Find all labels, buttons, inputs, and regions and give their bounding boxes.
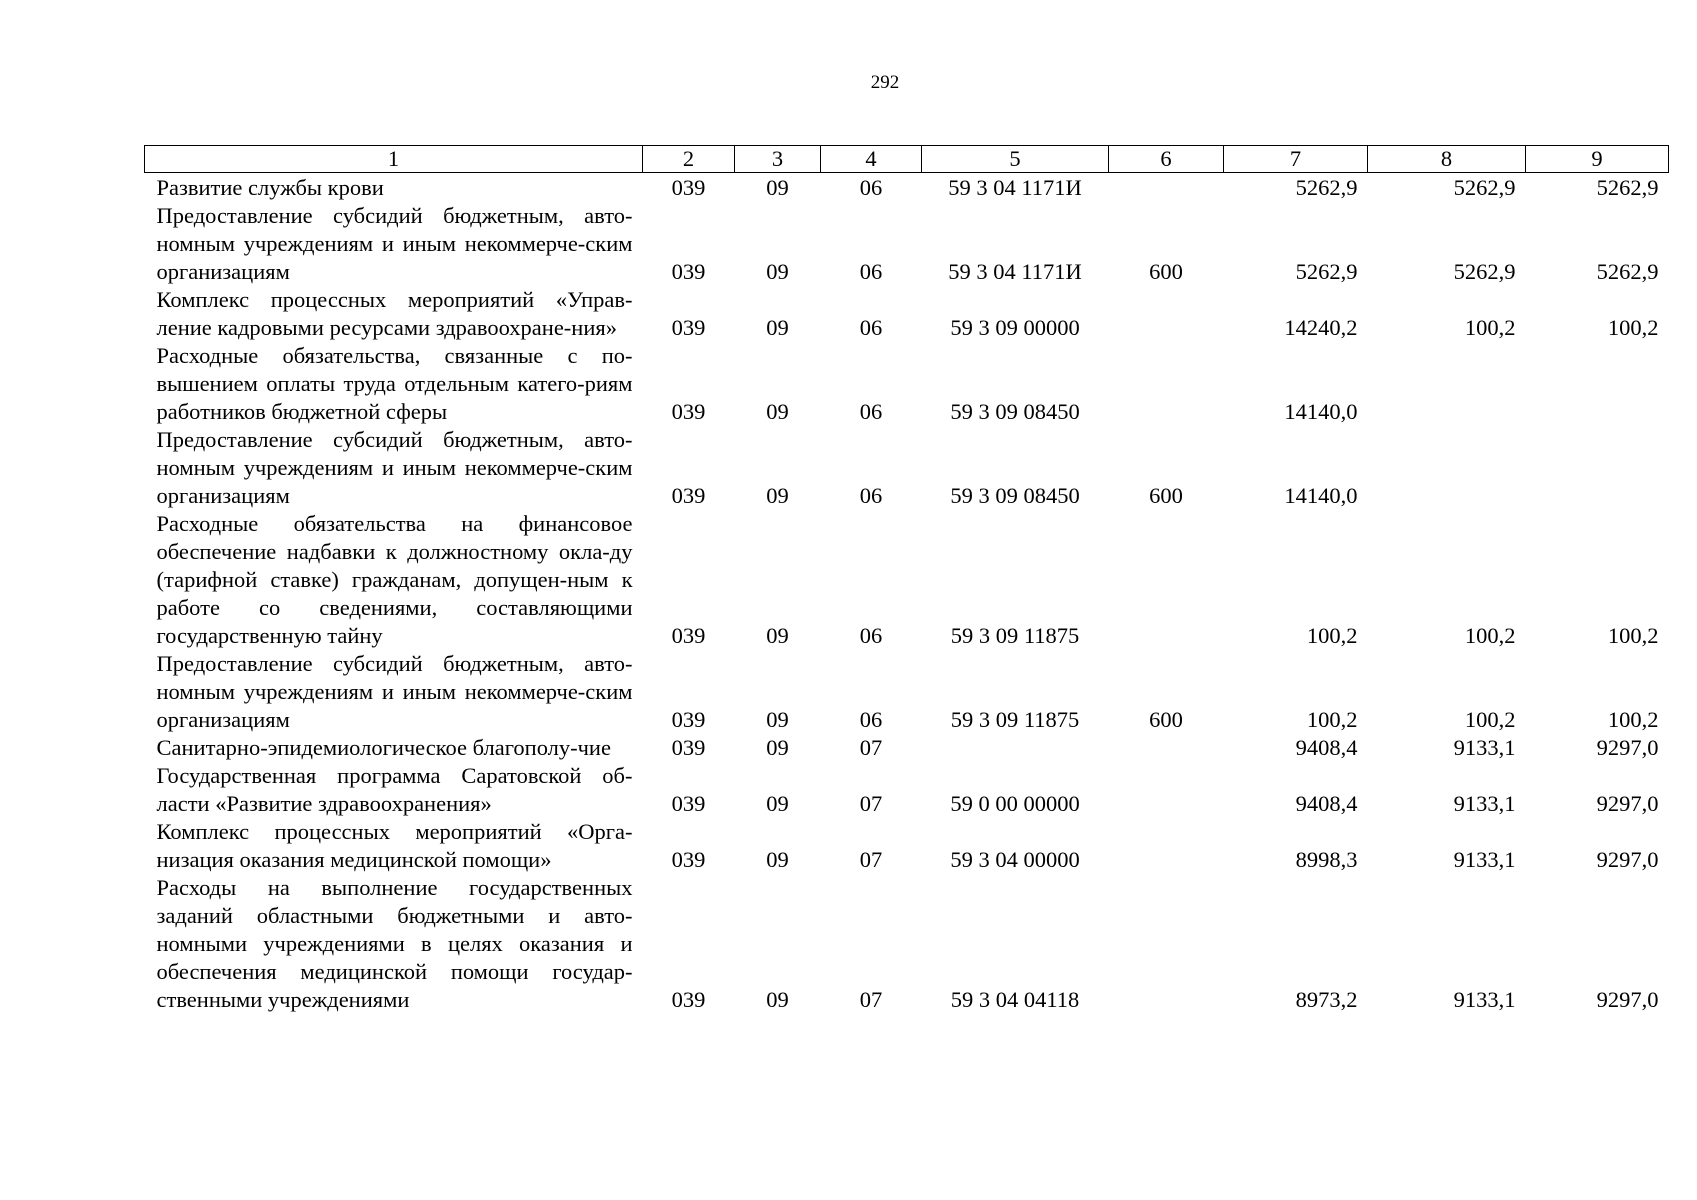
cell-amount-year2: 5262,9 [1453,175,1516,200]
cell-expense-type [1109,286,1224,342]
header-col-4: 4 [821,146,922,173]
cell-ministry-code: 039 [671,735,706,760]
cell-section: 09 [766,987,789,1012]
cell-subsection: 06 [859,623,883,648]
header-col-5: 5 [922,146,1109,173]
row-description: Комплекс процессных мероприятий «Орга-низация оказания медицинской помощи» [156,819,633,872]
cell-amount-year3: 100,2 [1607,707,1659,732]
cell-expense-type [1109,874,1224,1014]
row-description: Расходные обязательства, связанные с по-вышением оплаты труда отдельным катего-риям работников бюджетной сферы [156,343,633,424]
table-row [145,818,1669,874]
row-description: Комплекс процессных мероприятий «Управ-ление кадровыми ресурсами здравоохране-ния» [156,287,633,340]
cell-expense-type [1109,734,1224,762]
page-number: 292 [870,72,900,93]
cell-amount-year1: 100,2 [1306,707,1358,732]
cell-subsection: 07 [859,791,883,816]
cell-expense-type: 600 [1149,259,1183,284]
row-description: Предоставление субсидий бюджетным, авто-номным учреждениям и иным некоммерче-ским организациям [156,203,633,284]
row-description: Предоставление субсидий бюджетным, авто-номным учреждениям и иным некоммерче-ским организациям [156,651,633,732]
row-description: Расходы на выполнение государственных заданий областными бюджетными и авто-номными учреждениями в целях оказания и обеспечения медицинской помощи государ-ственными учреждениями [156,875,633,1012]
cell-target-article: 59 3 09 11875 [950,623,1080,648]
table-row [145,342,1669,426]
row-description: Развитие службы крови [156,175,384,200]
cell-amount-year3: 100,2 [1607,623,1659,648]
cell-ministry-code: 039 [671,847,706,872]
table-row [145,762,1669,818]
cell-amount-year3: 5262,9 [1596,175,1659,200]
cell-ministry-code: 039 [671,623,706,648]
cell-subsection: 06 [859,707,883,732]
cell-section: 09 [766,707,789,732]
cell-subsection: 07 [859,847,883,872]
cell-amount-year3: 5262,9 [1596,259,1659,284]
cell-subsection: 07 [859,735,883,760]
cell-expense-type: 600 [1149,707,1183,732]
cell-amount-year1: 14140,0 [1284,399,1358,424]
cell-section: 09 [766,623,789,648]
cell-target-article: 59 3 04 04118 [950,987,1080,1012]
cell-target-article [922,734,1109,762]
cell-target-article: 59 3 04 1171И [948,259,1082,284]
cell-section: 09 [766,791,789,816]
cell-ministry-code: 039 [671,259,706,284]
cell-amount-year3 [1526,426,1669,510]
header-col-8: 8 [1368,146,1526,173]
cell-amount-year3: 9297,0 [1596,791,1659,816]
cell-ministry-code: 039 [671,175,706,200]
table-row [145,510,1669,650]
cell-ministry-code: 039 [671,987,706,1012]
table-row [145,202,1669,286]
cell-amount-year3: 100,2 [1607,315,1659,340]
header-col-3: 3 [735,146,821,173]
cell-expense-type [1109,818,1224,874]
row-description: Государственная программа Саратовской об-ласти «Развитие здравоохранения» [156,763,633,816]
cell-subsection: 06 [859,175,883,200]
cell-target-article: 59 3 09 11875 [950,707,1080,732]
cell-section: 09 [766,483,789,508]
cell-amount-year1: 5262,9 [1295,259,1358,284]
cell-expense-type [1109,762,1224,818]
cell-ministry-code: 039 [671,707,706,732]
table-body [145,173,1669,1015]
cell-amount-year3: 9297,0 [1596,847,1659,872]
cell-amount-year2: 9133,1 [1453,847,1516,872]
cell-expense-type: 600 [1149,483,1183,508]
cell-section: 09 [766,259,789,284]
cell-expense-type [1109,510,1224,650]
cell-amount-year2: 9133,1 [1453,791,1516,816]
header-col-7: 7 [1224,146,1368,173]
cell-amount-year2 [1368,426,1526,510]
header-col-1: 1 [145,146,643,173]
cell-amount-year1: 8998,3 [1295,847,1358,872]
cell-expense-type [1109,173,1224,203]
cell-subsection: 06 [859,315,883,340]
row-description: Предоставление субсидий бюджетным, авто-номным учреждениям и иным некоммерче-ским организациям [156,427,633,508]
table-header [145,146,1669,173]
cell-section: 09 [766,847,789,872]
cell-amount-year1: 5262,9 [1295,175,1358,200]
cell-ministry-code: 039 [671,791,706,816]
cell-section: 09 [766,175,789,200]
cell-amount-year1: 8973,2 [1295,987,1358,1012]
cell-amount-year1: 9408,4 [1295,735,1358,760]
budget-table [144,145,1669,1014]
cell-amount-year1: 9408,4 [1295,791,1358,816]
cell-amount-year1: 14140,0 [1284,483,1358,508]
cell-amount-year1: 14240,2 [1284,315,1358,340]
cell-amount-year2: 9133,1 [1453,735,1516,760]
cell-section: 09 [766,735,789,760]
cell-target-article: 59 3 04 1171И [948,175,1082,200]
cell-amount-year3 [1526,342,1669,426]
cell-amount-year3: 9297,0 [1596,735,1659,760]
cell-subsection: 07 [859,987,883,1012]
table-row [145,734,1669,762]
cell-amount-year2: 100,2 [1464,623,1516,648]
row-description: Санитарно-эпидемиологическое благополу-чие [156,735,611,760]
table-row [145,650,1669,734]
table-row [145,286,1669,342]
cell-amount-year2: 100,2 [1464,315,1516,340]
cell-target-article: 59 3 04 00000 [950,847,1080,872]
header-col-2: 2 [643,146,735,173]
header-col-6: 6 [1109,146,1224,173]
cell-target-article: 59 3 09 08450 [950,483,1080,508]
cell-ministry-code: 039 [671,483,706,508]
cell-section: 09 [766,399,789,424]
cell-subsection: 06 [859,483,883,508]
cell-subsection: 06 [859,259,883,284]
table-row [145,173,1669,203]
cell-target-article: 59 3 09 00000 [950,315,1080,340]
cell-amount-year3: 9297,0 [1596,987,1659,1012]
cell-ministry-code: 039 [671,315,706,340]
cell-section: 09 [766,315,789,340]
table-row [145,874,1669,1014]
cell-amount-year1: 100,2 [1306,623,1358,648]
cell-expense-type [1109,342,1224,426]
cell-amount-year2: 100,2 [1464,707,1516,732]
cell-ministry-code: 039 [671,399,706,424]
cell-subsection: 06 [859,399,883,424]
cell-target-article: 59 0 00 00000 [950,791,1080,816]
cell-amount-year2: 5262,9 [1453,259,1516,284]
cell-amount-year2: 9133,1 [1453,987,1516,1012]
row-description: Расходные обязательства на финансовое обеспечение надбавки к должностному окла-ду (тарифной ставке) гражданам, допущен-ным к работе со сведениями, составляющими государственную тайну [156,511,633,648]
cell-target-article: 59 3 09 08450 [950,399,1080,424]
table-row [145,426,1669,510]
header-col-9: 9 [1526,146,1669,173]
cell-amount-year2 [1368,342,1526,426]
